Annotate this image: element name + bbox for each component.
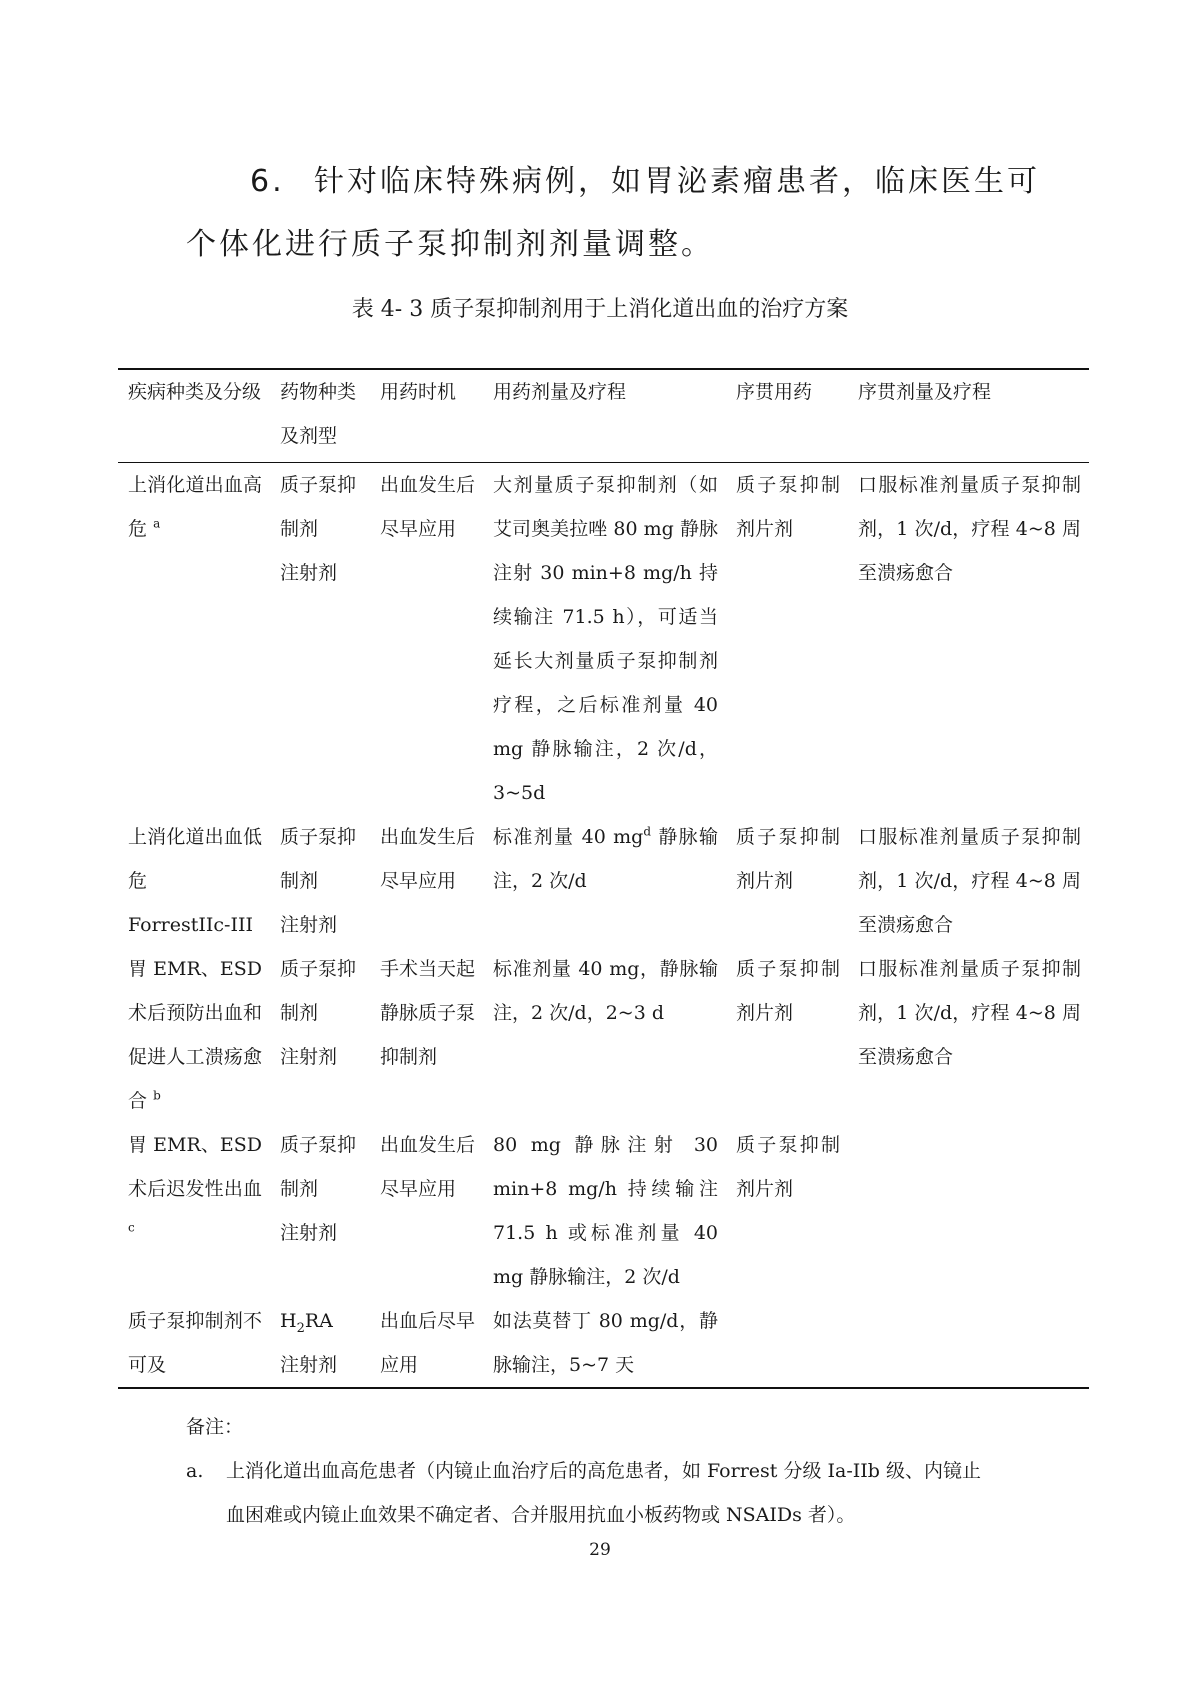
cell-dose: 如法莫替丁 80 mg/d，静脉输注，5~7 天 — [493, 1310, 718, 1376]
note-a — [186, 1449, 1066, 1537]
table-row — [118, 1299, 1089, 1388]
header-disease: 疾病种类及分级 — [128, 381, 262, 403]
cell-seq-drug: 质子泵抑制剂片剂 — [736, 958, 840, 1024]
cell-dose: 大剂量质子泵抑制剂（如艾司奥美拉唑 80 mg 静脉注射 30 min+8 mg/h 持续输注 71.5 h），可适当延长大剂量质子泵抑制剂疗程，之后标准剂量 40 mg 静脉输注，2 次/d，3~5d — [493, 474, 718, 804]
cell-drug: 质子泵抑制剂 注射剂 — [280, 958, 357, 1068]
header-timing: 用药时机 — [380, 381, 457, 403]
paragraph-text-1: 针对临床特殊病例，如胃泌素瘤患者，临床医生可 — [314, 164, 1040, 199]
table-header-row — [118, 369, 1089, 463]
cell-timing: 出血发生后尽早应用 — [380, 474, 476, 540]
cell-seq-dose — [848, 1123, 1089, 1299]
cell-seq-dose: 口服标准剂量质子泵抑制剂，1 次/d，疗程 4~8 周至溃疡愈合 — [858, 958, 1081, 1068]
cell-disease: 胃 EMR、ESD 术后预防出血和促进人工溃疡愈合 $^b$ — [128, 958, 262, 1112]
page-number: 29 — [589, 1540, 611, 1560]
cell-disease: 质子泵抑制剂不可及 — [128, 1310, 262, 1376]
footnote-mark: c — [128, 1220, 135, 1235]
cell-dose: 标准剂量 40 $mg^d$ 静脉输注，2 次/d — [493, 824, 718, 892]
header-seq-drug: 序贯用药 — [736, 381, 813, 403]
cell-seq-drug: 质子泵抑制剂片剂 — [736, 826, 840, 892]
cell-dose: 80 mg 静脉注射 30 min+8 mg/h 持续输注 71.5 h 或标准剂量 40 mg 静脉输注，2 次/d — [493, 1134, 718, 1288]
cell-seq-dose: 口服标准剂量质子泵抑制剂，1 次/d，疗程 4~8 周至溃疡愈合 — [858, 474, 1081, 584]
header-drug: 药物种类及剂型 — [280, 381, 357, 447]
cell-drug: 质子泵抑制剂 注射剂 — [280, 826, 357, 936]
body-paragraph — [186, 150, 1066, 276]
paragraph-line-2: 个体化进行质子泵抑制剂剂量调整。 — [186, 227, 714, 262]
paragraph-number: 6. — [250, 164, 285, 199]
cell-drug: 质子泵抑制剂 注射剂 — [280, 474, 357, 584]
cell-drug: 质子泵抑制剂 注射剂 — [280, 1134, 357, 1244]
cell-seq-dose: 口服标准剂量质子泵抑制剂，1 次/d，疗程 4~8 周至溃疡愈合 — [858, 826, 1081, 936]
cell-disease: 上消化道出血低危 ForrestIIc-III — [128, 826, 262, 936]
cell-disease: 胃 EMR、ESD 术后迟发性出血 $^c$ — [128, 1134, 262, 1235]
table-row — [118, 463, 1089, 816]
cell-disease: 上消化道出血高危 $^a$ — [128, 474, 262, 540]
table-notes — [186, 1405, 1066, 1537]
cell-timing: 出血发生后尽早应用 — [380, 826, 476, 892]
cell-seq-dose — [848, 1299, 1089, 1388]
note-a-mark: a. — [186, 1460, 204, 1482]
treatment-table — [118, 368, 1089, 1389]
notes-heading: 备注： — [186, 1416, 244, 1438]
table-row — [118, 947, 1089, 1123]
table-row — [118, 815, 1089, 947]
cell-timing: 出血后尽早应用 — [380, 1310, 476, 1376]
cell-seq-drug — [726, 1299, 848, 1388]
cell-seq-drug: 质子泵抑制剂片剂 — [736, 474, 840, 540]
header-seq-dose: 序贯剂量及疗程 — [858, 381, 992, 403]
cell-seq-drug: 质子泵抑制剂片剂 — [736, 1134, 840, 1200]
header-dose: 用药剂量及疗程 — [493, 381, 627, 403]
paragraph-line-1 — [186, 150, 1066, 213]
footnote-mark: b — [153, 1088, 161, 1103]
cell-timing: 手术当天起静脉质子泵抑制剂 — [380, 958, 476, 1068]
note-a-line-2: 血困难或内镜止血效果不确定者、合并服用抗血小板药物或 NSAIDs 者）。 — [226, 1504, 856, 1526]
footnote-mark: a — [153, 516, 161, 531]
cell-drug: $H_2RA$ 注射剂 — [280, 1310, 338, 1376]
footnote-mark: d — [643, 824, 652, 839]
table-caption: 表 4- 3 质子泵抑制剂用于上消化道出血的治疗方案 — [351, 297, 849, 322]
table-row — [118, 1123, 1089, 1299]
note-a-line-1: 上消化道出血高危患者（内镜止血治疗后的高危患者，如 Forrest 分级 Ia-IIb 级、内镜止 — [226, 1460, 981, 1482]
cell-dose: 标准剂量 40 mg，静脉输注，2 次/d，2~3 d — [493, 958, 718, 1024]
cell-timing: 出血发生后尽早应用 — [380, 1134, 476, 1200]
